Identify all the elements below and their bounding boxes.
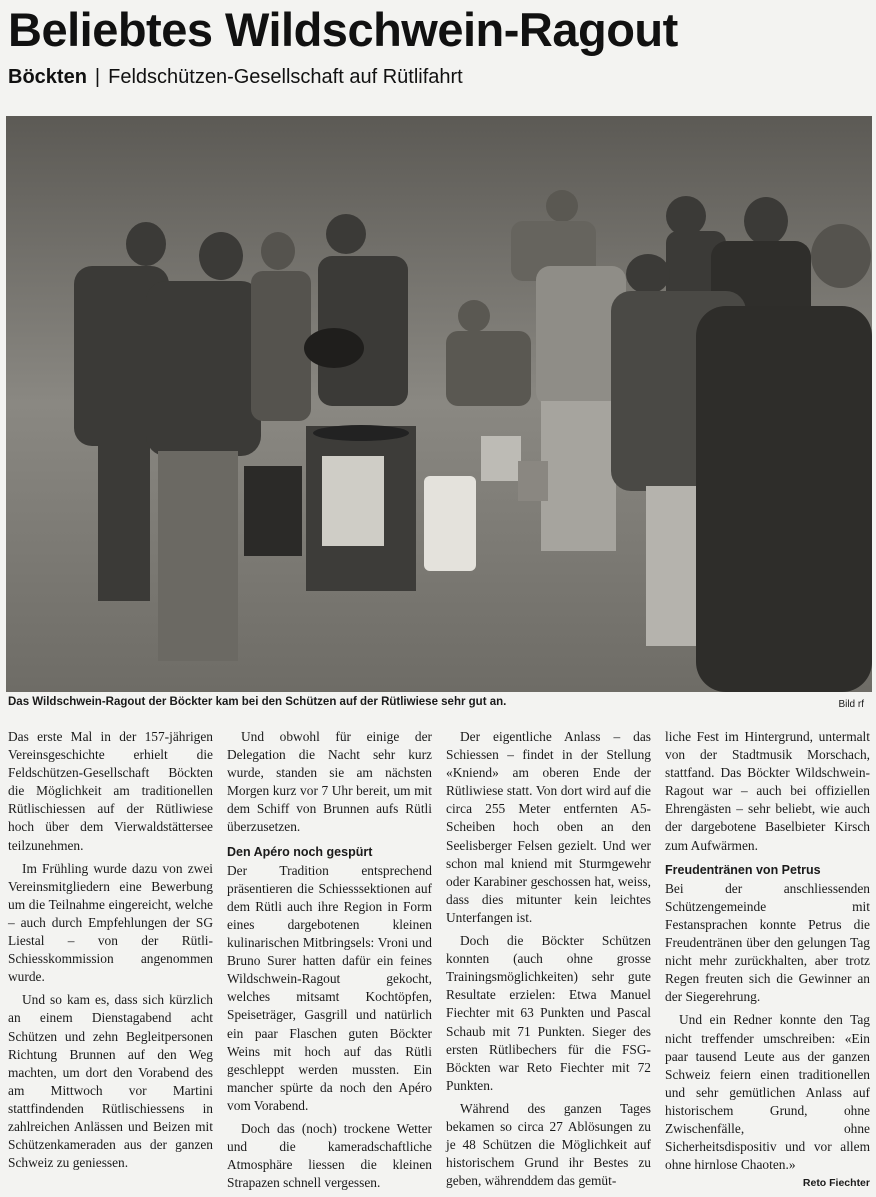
body-paragraph: Das erste Mal in der 157-jährigen Vereinsgeschichte erhielt die Feldschützen-Gesellschaft Böckten die Möglichkeit am traditionellen Rütlischiessen auf der Rütliwiese hoch über dem Vierwaldstättersee teilzunehmen. bbox=[8, 729, 213, 853]
body-text: Und ein Redner konnte den Tag nicht treffender umschreiben: «Ein paar tausend Leute aus der ganzen Schweiz feiern einen traditionellen und sehr gemütlichen Anlass auf historischem Grund, ohne Zwischenfälle, ohne Sicherheitsdispositiv und vor allem ohne hirnlose Chaoten.» bbox=[665, 1012, 870, 1173]
kicker-subheadline: Feldschützen-Gesellschaft auf Rütlifahrt bbox=[108, 66, 463, 88]
section-subhead: Freudentränen von Petrus bbox=[665, 862, 821, 877]
body-paragraph: Bei der anschliessenden Schützengemeinde mit Festansprachen konnte Petrus die Freudentränen über den gelungen Tag nicht mehr zurückhalten, aber trotz Regen freuten sich die Gewinner an der Siegerehrung. bbox=[665, 880, 870, 1005]
photo-credit: Bild rf bbox=[838, 699, 864, 710]
body-paragraph: Und obwohl für einige der Delegation die Nacht sehr kurz wurde, standen sie am nächsten Morgen kurz vor 7 Uhr bereit, um mit dem Schiff von Brunnen aufs Rütli überzusetzen. bbox=[227, 729, 432, 835]
photo-caption: Das Wildschwein-Ragout der Böckter kam bei den Schützen auf der Rütliwiese sehr gut an. bbox=[8, 696, 507, 708]
kicker-separator: | bbox=[94, 66, 101, 88]
section-subhead: Den Apéro noch gespürt bbox=[227, 844, 373, 859]
body-paragraph: Doch die Böckter Schützen konnten (auch ohne grosse Trainingsmöglichkeiten) sehr gute Resultate erzielen: Etwa Manuel Fiechter mit 63 Punkten und Pascal Schaub mit 71 Punkten. Sieger des ersten Rütlibechers für die FSG-Böckten war Reto Fiechter mit 72 Punkten. bbox=[446, 933, 651, 1093]
article-column-4 bbox=[665, 728, 870, 1192]
body-paragraph: Im Frühling wurde dazu von zwei Vereinsmitgliedern eine Bewerbung um die Teilnahme eingereicht, welche – auch durch Empfehlungen der SG Liestal – von der Rütli-Schiesskommission angenommen wurde. bbox=[8, 860, 213, 985]
body-paragraph: Doch das (noch) trockene Wetter und die kameradschaftliche Atmosphäre liessen die kleinen Strapazen schnell vergessen. bbox=[227, 1120, 432, 1191]
article-photo bbox=[6, 116, 872, 692]
article-headline: Beliebtes Wildschwein-Ragout bbox=[8, 3, 678, 56]
author-byline: Reto Fiechter bbox=[802, 1177, 870, 1190]
body-paragraph: Während des ganzen Tages bekamen so circa 27 Ablösungen zu je 48 Schützen die Möglichkeit auf historischem Grund ihr Bestes zu geben, währenddem das gemüt- bbox=[446, 1100, 651, 1189]
article-column-2 bbox=[227, 728, 432, 1197]
article-kicker bbox=[8, 66, 463, 89]
body-paragraph: Und so kam es, dass sich kürzlich an einem Dienstagabend acht Schützen und zehn Begleitpersonen Richtung Brunnen auf den Weg machten, um dort den Vorabend des am Mittwoch vor Martini stattfindenden Rütlischiessens in zahlreichen Anlässen und Beizen mit Schützenkameraden aus der ganzen Schweiz zu geniessen. bbox=[8, 992, 213, 1171]
body-paragraph bbox=[665, 1011, 870, 1190]
body-paragraph: Der eigentliche Anlass – das Schiessen – findet in der Stellung «Kniend» am oberen Ende der Rütliwiese statt. Von dort wird auf die circa 255 Meter entfernten A5-Scheiben hoch oben an den Seelisberger Felsen gezielt. Und wer schon mal kniend mit Sturmgewehr oder Karabiner geschossen hat, weiss, dass dies mitunter kein leichtes Unterfangen ist. bbox=[446, 729, 651, 925]
body-paragraph: liche Fest im Hintergrund, untermalt von der Stadtmusik Morschach, stattfand. Das Böckter Wildschwein-Ragout war – auch bei offiziellen Ehrengästen – sehr beliebt, wie auch der dargebotene Baselbieter Kirsch zum Aufwärmen. bbox=[665, 729, 870, 853]
article-column-1 bbox=[8, 728, 213, 1177]
article-column-3 bbox=[446, 728, 651, 1195]
kicker-place: Böckten bbox=[8, 66, 87, 88]
body-paragraph: Der Tradition entsprechend präsentieren die Schiesssektionen auf dem Rütli auch ihre Region in Form eines dargebotenen kleinen kulinarischen Mitbringsels: Vroni und Bruno Surer hatten dafür ein feines Wildschwein-Ragout gekocht, welches mitsamt Kochtöpfen, Speiseträger, Gasgrill und natürlich ein paar Flaschen guten Böckter Weins mit hoch auf das Rütli geschleppt werden mussten. Ein mancher spürte da noch den Apéro vom Vorabend. bbox=[227, 862, 432, 1113]
